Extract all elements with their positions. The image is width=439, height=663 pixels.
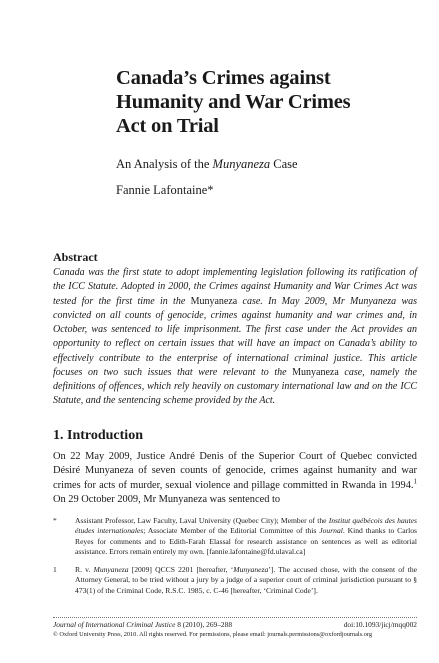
abstract-part-1: Canada was the first state to adopt implementing legislation following its ratification of the ICC Statute. Adopted in 2000, the Crimes against Humanity and War Crimes Act was tested for the first time in the xyxy=(53,267,417,307)
subtitle-case-name: Munyaneza xyxy=(212,157,271,171)
fn-star-b: ; Associate Member of the Editorial Committee of this xyxy=(143,526,320,536)
fn1-b-italic: Munyaneza xyxy=(233,565,269,574)
journal-issue: 8 (2010), 269–288 xyxy=(175,620,233,629)
title-line-3: Act on Trial xyxy=(116,115,219,137)
author-footnote-mark: * xyxy=(207,183,214,197)
abstract-part-3: case, namely the definitions of offences, which rely heavily on customary international law and on the ICC Statute, and the sentencing scheme provided by the Act. xyxy=(53,366,417,407)
abstract-case-name-2: Munyaneza xyxy=(292,366,339,378)
introduction-paragraph xyxy=(53,450,417,507)
footnote-star-mark: * xyxy=(53,516,57,525)
subtitle-prefix: An Analysis of the xyxy=(116,157,213,171)
article-title xyxy=(116,66,416,138)
subtitle-suffix: Case xyxy=(270,157,298,171)
article-subtitle xyxy=(116,156,298,172)
abstract-heading: Abstract xyxy=(53,250,98,264)
author-name: Fannie Lafontaine xyxy=(116,183,208,197)
intro-text-before: On 22 May 2009, Justice André Denis of the Superior Court of Quebec convicted Désiré Munyaneza of seven counts of genocide, crimes against humanity and war crimes for acts of murder, sexual violence and pillage committed in Rwanda in 1994. xyxy=(53,451,417,491)
footnote-ref-1[interactable]: 1 xyxy=(413,477,417,486)
journal-line xyxy=(53,620,417,630)
author-line xyxy=(116,182,214,198)
fn-star-a-italic: Institut québécois des hautes études internationales xyxy=(75,516,417,536)
copyright-line: © Oxford University Press, 2010. All rights reserved. For permissions, please email: journals.permissions@oxfordjournals.org xyxy=(53,631,372,638)
fn-star-c: . Kind thanks to Carlos Reyes for comments and to Edith-Farah Elassal for research assistance on sentences as well as editorial assistance. Errors remain entirely my own. [fannie.lafontaine@fd.ulaval.ca] xyxy=(75,526,417,557)
section-heading: 1. Introduction xyxy=(53,428,143,443)
footnote-star xyxy=(53,516,417,558)
intro-text-after: On 29 October 2009, Mr Munyaneza was sentenced to xyxy=(53,493,281,505)
footer-divider xyxy=(53,617,417,618)
footnote-1 xyxy=(53,565,417,596)
fn1-a: R. v. xyxy=(75,565,94,574)
fn1-a-italic: Munyaneza xyxy=(93,565,129,574)
journal-name: Journal of International Criminal Justice xyxy=(53,620,176,629)
footnote-star-text xyxy=(53,516,417,558)
footnote-1-mark: 1 xyxy=(53,565,57,574)
fn-star-a: Assistant Professor, Law Faculty, Laval University (Quebec City); Member of the xyxy=(75,516,329,525)
abstract-case-name: Munyaneza xyxy=(190,295,238,307)
footnote-1-text xyxy=(53,565,417,596)
fn1-b: [2009] QCCS 2201 [hereafter, ‘ xyxy=(128,565,234,574)
abstract-part-2: case. In May 2009, Mr Munyaneza was convicted on all counts of genocide, crimes against humanity and war crimes and, in October, was sentenced to life imprisonment. The first case under the Act provides an opportunity to reflect on certain issues that will have an impact on Canada’s ability to effectively contribute to the enterprise of international criminal justice. This article focuses on two such issues that were relevant to the xyxy=(53,295,418,378)
title-line-1: Canada’s Crimes against xyxy=(116,67,331,89)
abstract-body xyxy=(53,266,417,409)
journal-doi[interactable]: doi:10.1093/jicj/mqq002 xyxy=(343,620,417,629)
title-line-2: Humanity and War Crimes xyxy=(116,91,351,113)
fn1-c: ’]. The accused chose, with the consent of the Attorney General, to be tried without a jury by a judge of a superior court of criminal jurisdiction pursuant to § 473(1) of the Criminal Code, R.S.C. 1985, c. C-46 [hereafter, ‘Criminal Code’]. xyxy=(75,565,418,595)
fn-star-b-italic: Journal xyxy=(319,526,343,536)
